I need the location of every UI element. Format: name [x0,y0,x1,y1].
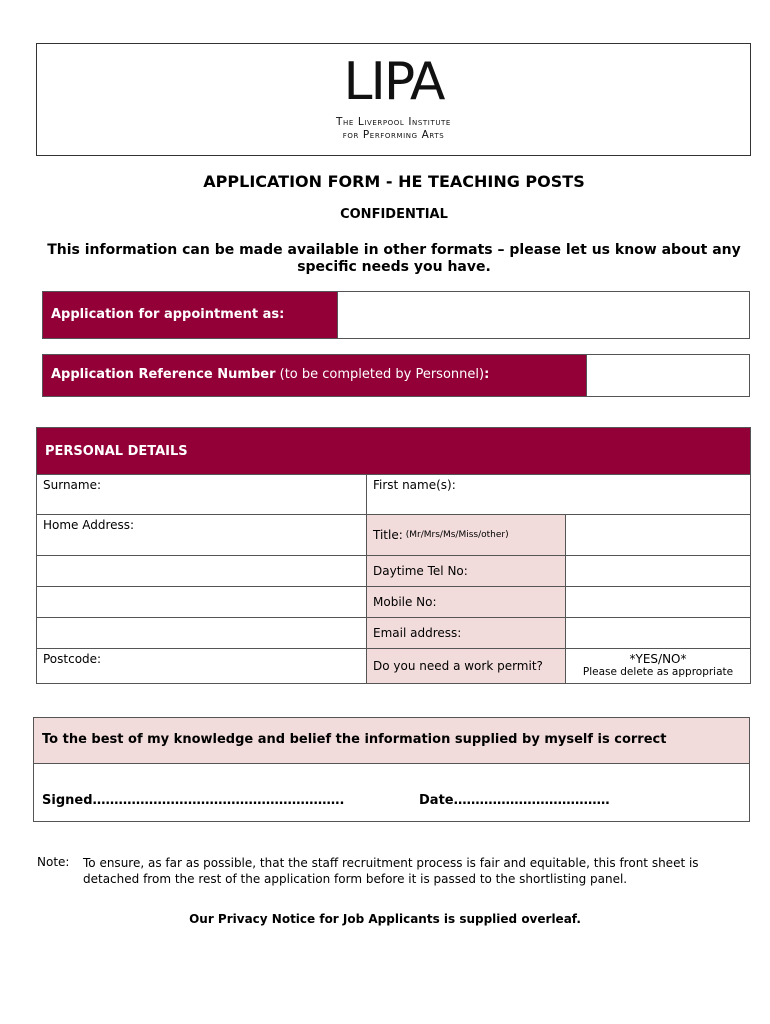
note-label: Note: [37,855,70,869]
privacy-notice: Our Privacy Notice for Job Applicants is supplied overleaf. [189,912,581,926]
lipa-logo: LIPA [343,52,444,112]
surname-field[interactable] [36,474,367,515]
work-permit-field[interactable] [565,648,751,684]
formats-note: This information can be made available in other formats – please let us know about any specific needs you have. [47,242,741,275]
home-address-field[interactable] [36,514,367,556]
appointment-label: Application for appointment as: [43,292,337,338]
institute-name-line2: for Performing Arts [342,129,445,141]
home-address-label: Home Address: [43,518,135,532]
reference-field[interactable] [586,355,749,396]
work-permit-label-cell [366,648,566,684]
reference-row [42,354,750,397]
email-label: Email address: [373,626,462,640]
title-label-cell [366,514,566,556]
mobile-label-cell [366,586,566,618]
form-title: APPLICATION FORM - HE TEACHING POSTS [203,172,585,191]
institute-name [37,116,750,142]
first-name-label: First name(s): [373,478,456,492]
mobile-field[interactable] [565,586,751,618]
reference-label-colon: : [484,367,490,382]
confidential-label: CONFIDENTIAL [340,207,448,222]
address-line-2-field[interactable] [36,555,367,587]
email-label-cell [366,617,566,649]
title-field[interactable] [565,514,751,556]
daytime-tel-label: Daytime Tel No: [373,564,468,578]
mobile-label: Mobile No: [373,595,437,609]
logo-header [36,43,751,156]
signature-line[interactable]: Signed…………………………………………………. [42,793,345,808]
title-hint: (Mr/Mrs/Ms/Miss/other) [405,530,509,540]
personal-details-heading: PERSONAL DETAILS [36,427,751,475]
postcode-field[interactable] [36,648,367,684]
title-label: Title: [373,528,403,542]
declaration-box [33,717,750,822]
postcode-label: Postcode: [43,652,102,666]
surname-label: Surname: [43,478,102,492]
reference-label [43,355,586,396]
note-text: To ensure, as far as possible, that the staff recruitment process is fair and equitable, this front sheet is detached from the rest of the application form before it is passed to the shortlisting panel. [83,856,699,886]
declaration-statement: To the best of my knowledge and belief the information supplied by myself is correct [34,718,749,764]
email-field[interactable] [565,617,751,649]
first-name-field[interactable] [366,474,751,515]
reference-label-note: (to be completed by Personnel) [275,367,485,382]
work-permit-hint: Please delete as appropriate [582,666,734,678]
address-line-3-field[interactable] [36,586,367,618]
institute-name-line1: The Liverpool Institute [336,116,451,128]
reference-label-bold: Application Reference Number [51,367,276,382]
address-line-4-field[interactable] [36,617,367,649]
date-line[interactable]: Date……………………………… [419,793,610,808]
appointment-field[interactable] [337,292,749,338]
appointment-row [42,291,750,339]
daytime-tel-label-cell [366,555,566,587]
daytime-tel-field[interactable] [565,555,751,587]
work-permit-options: *YES/NO* [629,652,687,666]
work-permit-label: Do you need a work permit? [373,659,543,673]
